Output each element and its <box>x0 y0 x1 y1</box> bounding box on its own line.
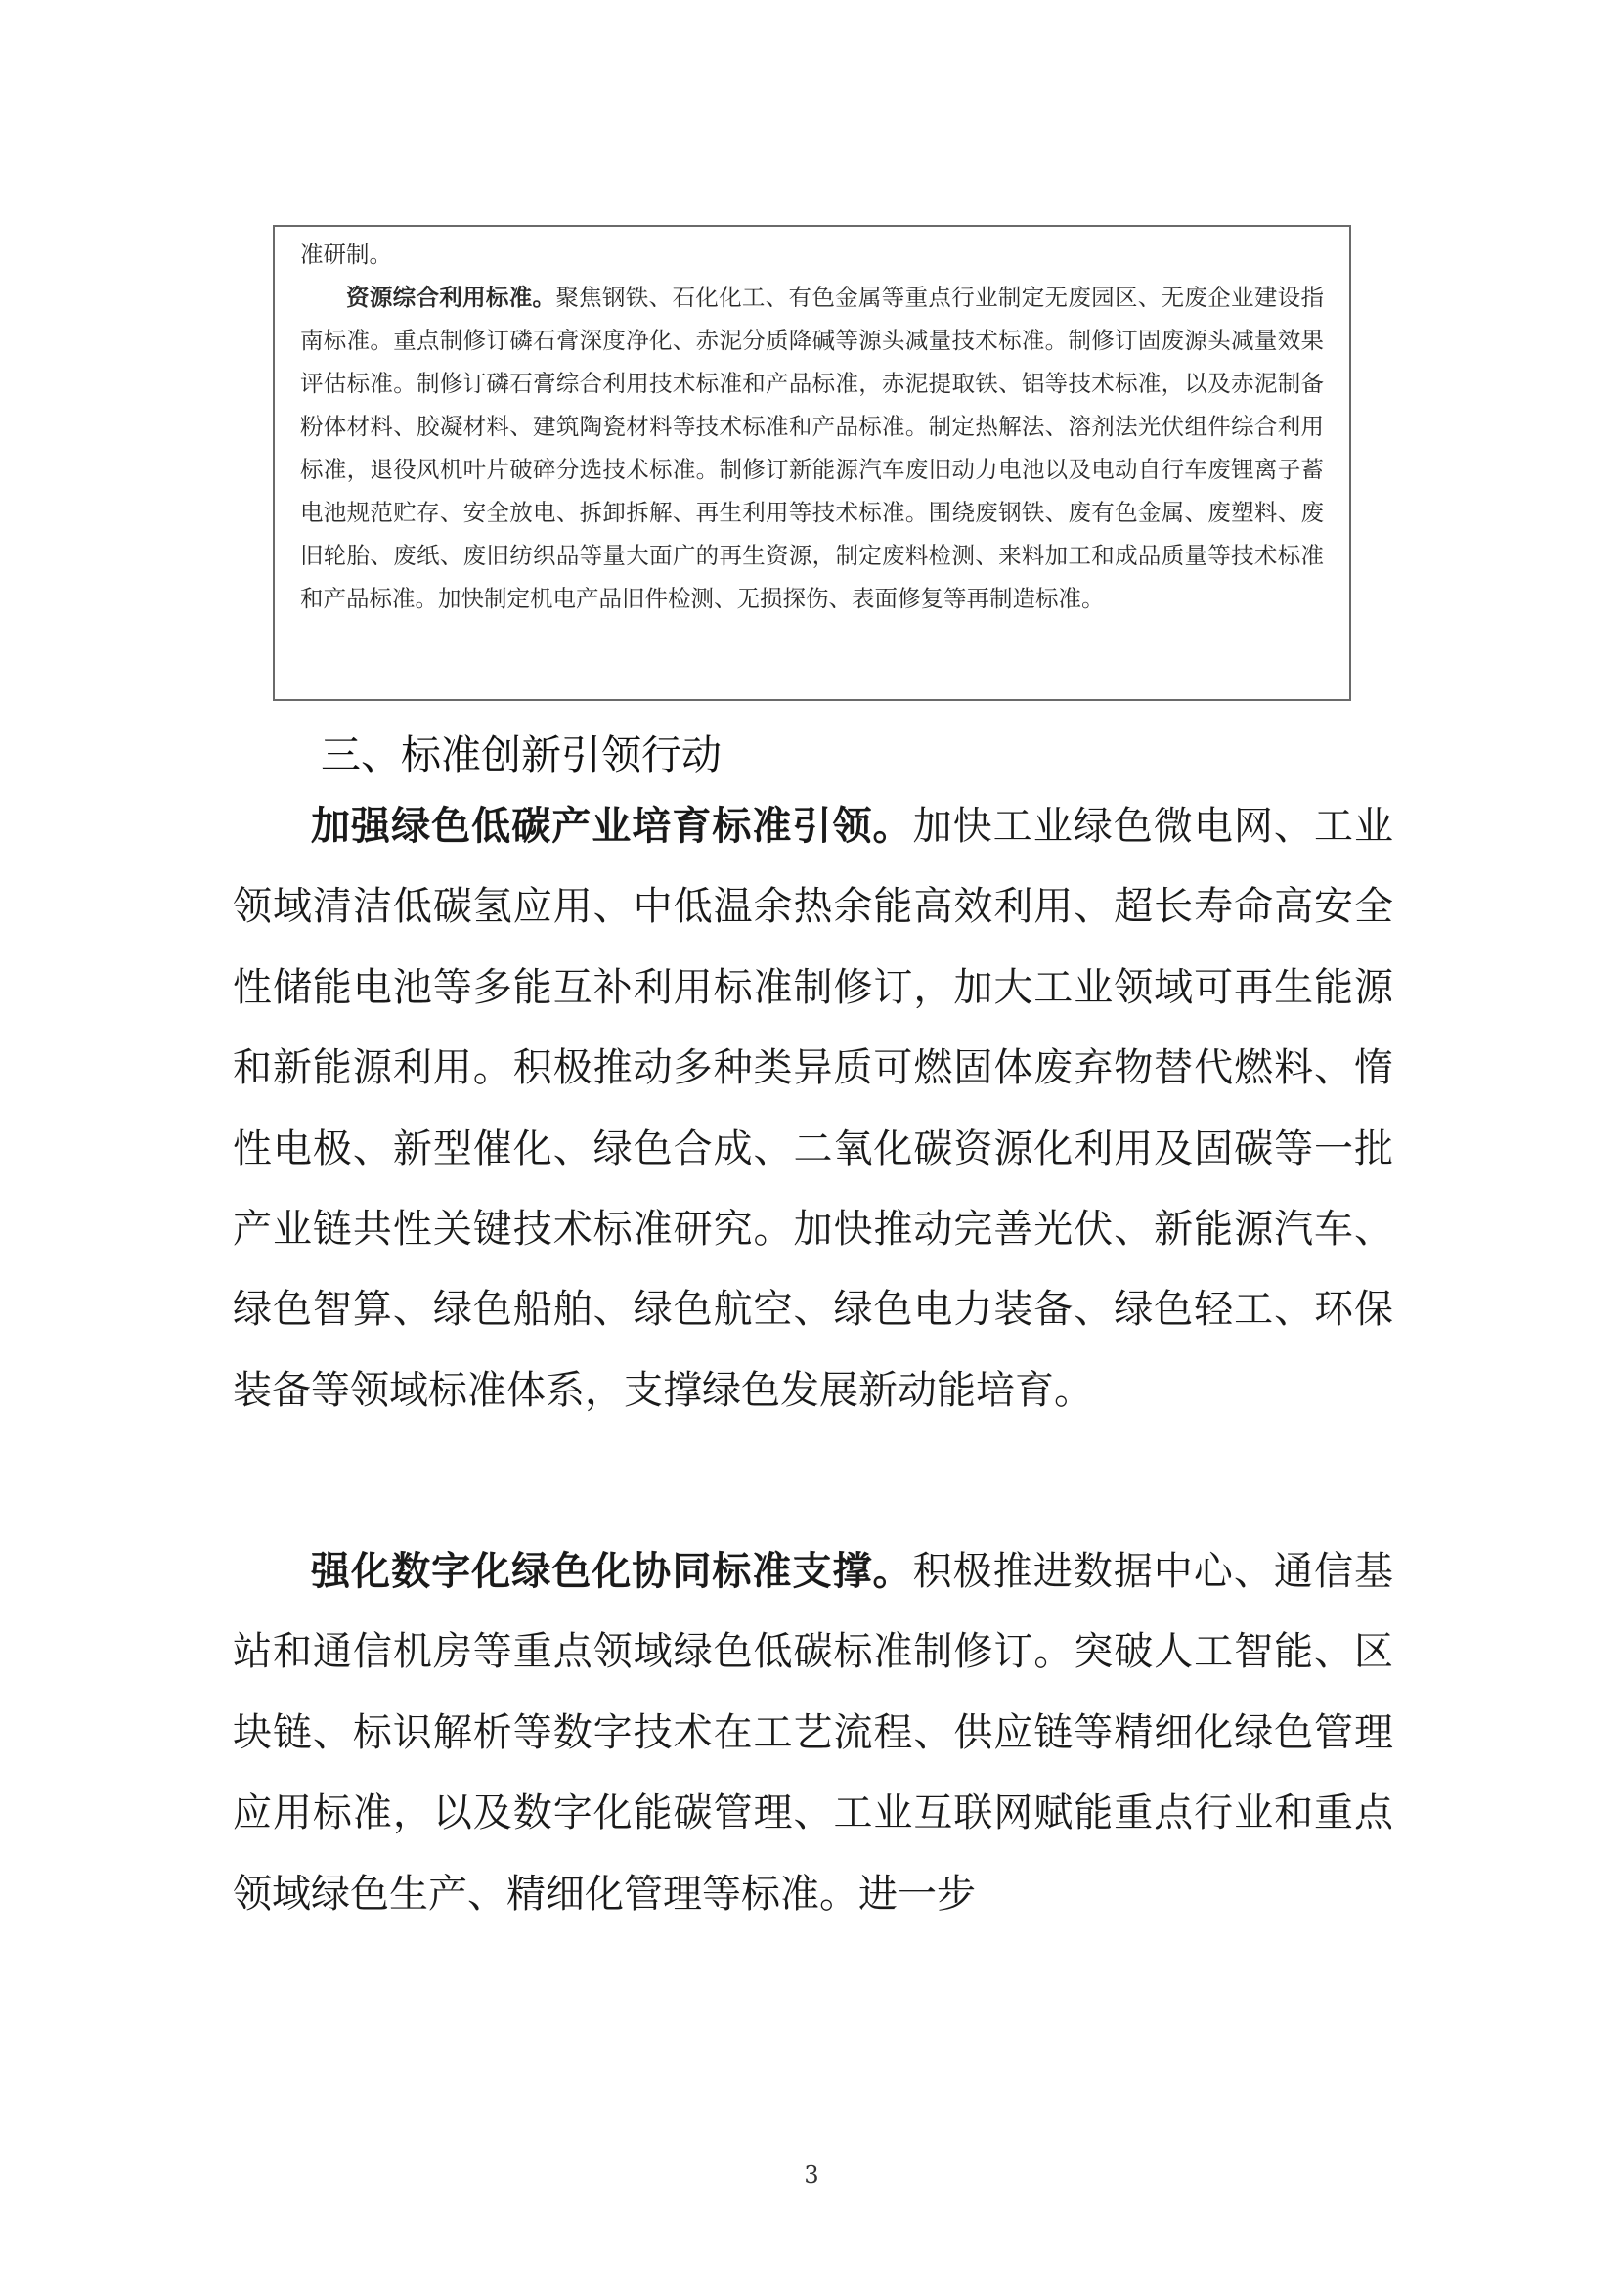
page-number: 3 <box>804 2161 819 2188</box>
box-paragraph-text: 聚焦钢铁、石化化工、有色金属等重点行业制定无废园区、无废企业建设指南标准。重点制修订磷石膏深度净化、赤泥分质降碱等源头减量技术标准。制修订固废源头减量效果评估标准。制修订磷石膏综合利用技术标准和产品标准，赤泥提取铁、铝等技术标准，以及赤泥制备粉体材料、胶凝材料、建筑陶瓷材料等技术标准和产品标准。制定热解法、溶剂法光伏组件综合利用标准，退役风机叶片破碎分选技术标准。制修订新能源汽车废旧动力电池以及电动自行车废锂离子蓄电池规范贮存、安全放电、拆卸拆解、再生利用等技术标准。围绕废钢铁、废有色金属、废塑料、废旧轮胎、废纸、废旧纺织品等量大面广的再生资源，制定废料检测、来料加工和成品质量等技术标准和产品标准。加快制定机电产品旧件检测、无损探伤、表面修复等再制造标准。 <box>300 284 1325 612</box>
paragraph-text: 加快工业绿色微电网、工业领域清洁低碳氢应用、中低温余热余能高效利用、超长寿命高安全性储能电池等多能互补利用标准制修订，加大工业领域可再生能源和新能源利用。积极推动多种类异质可燃固体废弃物替代燃料、惰性电极、新型催化、绿色合成、二氧化碳资源化利用及固碳等一批产业链共性关键技术标准研究。加快推动完善光伏、新能源汽车、绿色智算、绿色船舶、绿色航空、绿色电力装备、绿色轻工、环保装备等领域标准体系，支撑绿色发展新动能培育。 <box>233 804 1394 1413</box>
box-paragraph <box>300 276 1324 620</box>
box-paragraph-lead: 资源综合利用标准。 <box>346 284 556 311</box>
paragraph-lead: 加强绿色低碳产业培育标准引领。 <box>311 803 913 849</box>
paragraph-text: 积极推进数据中心、通信基站和通信机房等重点领域绿色低碳标准制修订。突破人工智能、区块链、标识解析等数字技术在工艺流程、供应链等精细化绿色管理应用标准，以及数字化能碳管理、工业互联网赋能重点行业和重点领域绿色生产、精细化管理等标准。进一步 <box>233 1549 1394 1917</box>
box-continuation-line: 准研制。 <box>300 241 392 268</box>
body-paragraph-2 <box>233 1531 1393 1934</box>
section-heading: 三、标准创新引领行动 <box>321 731 722 778</box>
body-paragraph-1 <box>233 786 1393 1431</box>
standards-text-box <box>273 225 1351 701</box>
paragraph-lead: 强化数字化绿色化协同标准支撑。 <box>311 1548 913 1594</box>
